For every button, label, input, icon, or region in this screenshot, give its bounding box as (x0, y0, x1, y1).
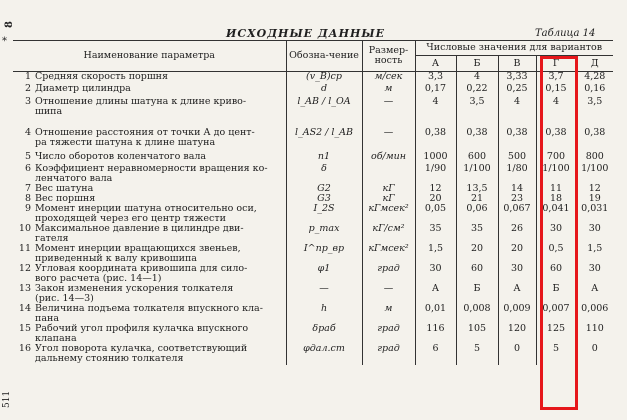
variant-value-text: 4 (552, 95, 560, 107)
table-row (13, 284, 613, 304)
variant-value (576, 128, 613, 152)
variant-value-text: 30 (588, 222, 601, 234)
row-number: 16 (18, 342, 31, 354)
variant-value-text: 600 (467, 150, 487, 162)
table-row (13, 324, 613, 344)
variant-value (576, 304, 613, 324)
table-row (13, 164, 613, 184)
variant-value (415, 224, 456, 244)
variant-value-text: 110 (585, 322, 604, 334)
param-name-line: Коэффициент неравномерности вращения ко- (35, 162, 268, 174)
header-values-group: Числовые значения для вариантов (415, 41, 613, 56)
variant-value (415, 264, 456, 284)
table-row (13, 224, 613, 244)
variant-value-text: 0,38 (545, 126, 567, 138)
param-symbol: h (286, 304, 362, 324)
param-name-line: клапана (35, 332, 77, 344)
footer-page-number: 511 (2, 390, 12, 408)
param-symbol: — (286, 284, 362, 304)
param-symbol: φдал.ст (286, 344, 362, 365)
variant-value-text: 0,06 (466, 202, 488, 214)
variant-value-text: 12 (429, 182, 442, 194)
row-number: 4 (24, 126, 31, 138)
variant-value-text: 20 (470, 242, 484, 254)
variant-value-text: 21 (470, 192, 484, 204)
param-name-line: Вес шатуна (35, 182, 94, 194)
variant-value-text: 4 (473, 71, 481, 82)
variant-value (415, 244, 456, 264)
variant-value (498, 284, 536, 304)
variant-value-text: 116 (426, 322, 445, 334)
variant-value (415, 97, 456, 128)
variant-value-text: 23 (510, 192, 524, 204)
table-row (13, 244, 613, 264)
param-symbol: n1 (286, 152, 362, 164)
variant-value-text: 4 (513, 95, 521, 107)
param-name-cell (13, 284, 286, 304)
variant-value-text: 3,3 (427, 71, 444, 82)
param-unit: м (362, 84, 415, 97)
param-name-line: ленчатого вала (35, 172, 113, 184)
param-symbol: l_AS2 / l_AB (286, 128, 362, 152)
variant-value (498, 244, 536, 264)
variant-value-text: 120 (507, 322, 527, 334)
param-name-line: Отношение расстояния от точки А до цент- (35, 126, 255, 138)
variant-value-text: Б (473, 282, 481, 294)
row-number: 3 (24, 95, 31, 107)
variant-value (498, 344, 536, 365)
param-symbol: l_AB / l_OA (286, 97, 362, 128)
variant-value-text: 0,15 (545, 82, 567, 94)
param-unit: град (362, 324, 415, 344)
header-variant-v: В (498, 56, 536, 72)
param-name-line: гателя (35, 232, 69, 244)
variant-value (498, 264, 536, 284)
param-name-line: Угловая координата кривошипа для сило- (35, 262, 248, 274)
variant-value (456, 224, 498, 244)
param-name-cell (13, 128, 286, 152)
variant-value (415, 164, 456, 184)
variant-value-text: 0 (513, 342, 521, 354)
variant-value-text: 0,38 (584, 126, 606, 138)
param-name-cell (13, 204, 286, 224)
variant-value (498, 304, 536, 324)
variant-value (415, 304, 456, 324)
variant-value-text: А (513, 282, 521, 294)
param-name-cell (13, 304, 286, 324)
page-number: 8 (4, 21, 15, 28)
table-row (13, 97, 613, 128)
variant-value (498, 204, 536, 224)
variant-value-text: 18 (549, 192, 563, 204)
param-symbol: φ1 (286, 264, 362, 284)
table-row (13, 264, 613, 284)
variant-value-text: 0,006 (581, 302, 609, 314)
page-title: ИСХОДНЫЕ ДАННЫЕ (226, 27, 385, 40)
variant-value-text: 3,7 (548, 71, 564, 82)
variant-value-text: 1,5 (427, 242, 444, 254)
param-symbol: G3 (286, 194, 362, 204)
row-number: 14 (18, 302, 31, 314)
variant-value-text: 0,008 (463, 302, 491, 314)
variant-value (456, 304, 498, 324)
param-unit: — (362, 97, 415, 128)
source-data-table (13, 40, 613, 365)
variant-value-text: 800 (585, 150, 604, 162)
variant-value-text: 30 (549, 222, 563, 234)
variant-value-text: 3,5 (469, 95, 485, 107)
variant-value-text: 0 (591, 342, 598, 354)
param-name-cell (13, 264, 286, 284)
variant-value-text: 20 (510, 242, 524, 254)
highlight-column-g (540, 56, 578, 410)
variant-value (576, 284, 613, 304)
param-name-cell (13, 164, 286, 184)
variant-value (576, 164, 613, 184)
variant-value-text: 19 (588, 192, 601, 204)
param-name-line: Число оборотов коленчатого вала (35, 150, 207, 162)
param-unit: кГмсек² (362, 204, 415, 224)
row-number: 2 (24, 82, 31, 94)
row-number: 10 (18, 222, 31, 234)
variant-value-text: 60 (549, 262, 563, 274)
param-symbol: I_2S (286, 204, 362, 224)
table-body (13, 72, 613, 365)
variant-value-text: 1/100 (463, 162, 491, 174)
header-name: Наименование параметра (13, 41, 286, 72)
variant-value-text: 5 (473, 342, 481, 354)
param-name-line: Максимальное давление в цилиндре дви- (35, 222, 244, 234)
param-unit: об/мин (362, 152, 415, 164)
variant-value-text: 30 (429, 262, 442, 274)
param-name-line: вого расчета (рис. 14—1) (35, 272, 162, 284)
variant-value-text: 14 (510, 182, 524, 194)
variant-value-text: 12 (588, 182, 601, 194)
variant-value (576, 97, 613, 128)
variant-value-text: 30 (588, 262, 601, 274)
param-unit: кГ (362, 184, 415, 194)
param-unit (362, 164, 415, 184)
param-name-line: Момент инерции шатуна относительно оси, (35, 202, 257, 214)
variant-value (415, 324, 456, 344)
variant-value (415, 128, 456, 152)
param-symbol: I^пр_вр (286, 244, 362, 264)
header-unit: Размер-ность (362, 41, 415, 72)
param-name-line: Рабочий угол профиля кулачка впускного (35, 322, 249, 334)
variant-value-text: 35 (470, 222, 484, 234)
variant-value-text: 4,28 (584, 71, 606, 82)
param-name-line: приведенный к валу кривошипа (35, 252, 197, 264)
variant-value-text: 0,16 (584, 82, 606, 94)
param-name-line: Закон изменения ускорения толкателя (35, 282, 234, 294)
param-symbol: δраб (286, 324, 362, 344)
param-unit: м (362, 304, 415, 324)
variant-value-text: 0,007 (542, 302, 570, 314)
row-number: 5 (24, 150, 31, 162)
variant-value-text: 0,38 (506, 126, 528, 138)
variant-value (576, 324, 613, 344)
variant-value-text: 11 (549, 182, 563, 194)
variant-value-text: 0,01 (424, 302, 447, 314)
param-name-line: ра тяжести шатуна к длине шатуна (35, 136, 216, 148)
param-name-cell (13, 97, 286, 128)
header-variant-b: Б (456, 56, 498, 72)
variant-value-text: 4 (432, 95, 439, 107)
param-symbol: p_max (286, 224, 362, 244)
param-name-line: Отношение длины шатуна к длине криво- (35, 95, 247, 107)
param-name-line: Средняя скорость поршня (35, 71, 168, 82)
variant-value (498, 128, 536, 152)
variant-value (576, 344, 613, 365)
variant-value-text: 35 (429, 222, 442, 234)
variant-value (456, 244, 498, 264)
variant-value (456, 164, 498, 184)
param-unit: кГ/см² (362, 224, 415, 244)
variant-value-text: 1000 (423, 150, 448, 162)
table-label: Таблица 14 (535, 28, 596, 39)
variant-value (456, 264, 498, 284)
variant-value-text: 0,009 (503, 302, 531, 314)
param-symbol: G2 (286, 184, 362, 194)
variant-value-text: 105 (467, 322, 487, 334)
variant-value (576, 204, 613, 224)
row-number: 15 (18, 322, 31, 334)
variant-value-text: 3,33 (506, 71, 528, 82)
variant-value-text: 0,067 (503, 202, 531, 214)
table-row (13, 128, 613, 152)
param-name-line: (рис. 14—3) (35, 292, 94, 304)
param-unit: м/сек (362, 72, 415, 84)
param-name-cell (13, 324, 286, 344)
variant-value-text: 0,5 (548, 242, 564, 254)
variant-value (415, 204, 456, 224)
variant-value-text: 0,031 (581, 202, 609, 214)
variant-value (456, 284, 498, 304)
param-name-line: Вес поршня (35, 192, 96, 204)
variant-value-text: 5 (552, 342, 560, 354)
variant-value-text: 0,25 (506, 82, 528, 94)
variant-value-text: 500 (507, 150, 527, 162)
variant-value (576, 244, 613, 264)
header-variant-a: А (415, 56, 456, 72)
row-number: 13 (18, 282, 31, 294)
row-number: 12 (18, 262, 31, 274)
row-number: 7 (24, 182, 31, 194)
variant-value-text: 30 (510, 262, 524, 274)
table-row (13, 344, 613, 365)
variant-value (456, 324, 498, 344)
param-unit: — (362, 128, 415, 152)
header-symbol: Обозна-чение (286, 41, 362, 72)
variant-value (415, 284, 456, 304)
param-unit: град (362, 264, 415, 284)
param-unit: — (362, 284, 415, 304)
param-unit: кГ (362, 194, 415, 204)
param-name-line: Величина подъема толкателя впускного кла- (35, 302, 263, 314)
star-mark: * (2, 36, 7, 47)
variant-value-text: 1/90 (424, 162, 447, 174)
param-name-line: проходящей через его центр тяжести (35, 212, 226, 224)
variant-value-text: 60 (470, 262, 484, 274)
variant-value (498, 224, 536, 244)
variant-value-text: 1/100 (581, 162, 609, 174)
variant-value-text: 1,5 (587, 242, 603, 254)
variant-value-text: 1/80 (506, 162, 528, 174)
param-symbol: (v_B)ср (286, 72, 362, 84)
header-variant-g: Г (536, 56, 576, 72)
variant-value (576, 264, 613, 284)
param-name-cell (13, 224, 286, 244)
param-name-cell (13, 344, 286, 365)
variant-value-text: 0,041 (542, 202, 570, 214)
variant-value (456, 128, 498, 152)
variant-value-text: 700 (546, 150, 566, 162)
variant-value (498, 97, 536, 128)
variant-value-text: 0,05 (424, 202, 447, 214)
row-number: 9 (24, 202, 31, 214)
variant-value (456, 97, 498, 128)
param-name-cell (13, 244, 286, 264)
table-row (13, 304, 613, 324)
variant-value-text: 20 (429, 192, 442, 204)
param-name-line: дальнему стоянию толкателя (35, 352, 184, 364)
variant-value-text: 0,17 (424, 82, 447, 94)
variant-value (576, 224, 613, 244)
variant-value (456, 204, 498, 224)
table-row (13, 204, 613, 224)
variant-value-text: 6 (432, 342, 439, 354)
variant-value-text: Б (552, 282, 560, 294)
variant-value-text: 0,38 (424, 126, 447, 138)
variant-value-text: А (431, 282, 440, 294)
variant-value (498, 164, 536, 184)
param-symbol: δ (286, 164, 362, 184)
variant-value (415, 344, 456, 365)
row-number: 6 (24, 162, 31, 174)
row-number: 1 (24, 71, 31, 82)
variant-value (498, 324, 536, 344)
param-name-line: шипа (35, 105, 63, 117)
variant-value-text: 1/100 (542, 162, 570, 174)
row-number: 11 (18, 242, 31, 254)
variant-value-text: 0,38 (466, 126, 488, 138)
param-unit: кГмсек² (362, 244, 415, 264)
variant-value-text: 13,5 (466, 182, 488, 194)
variant-value-text: 3,5 (587, 95, 603, 107)
param-name-line: Момент инерции вращающихся звеньев, (35, 242, 241, 254)
variant-value-text: А (591, 282, 599, 294)
param-unit: град (362, 344, 415, 365)
param-name-line: Диаметр цилиндра (35, 82, 131, 94)
header-variant-d: Д (576, 56, 613, 72)
variant-value (456, 344, 498, 365)
param-name-line: пана (35, 312, 59, 324)
variant-value-text: 125 (546, 322, 566, 334)
row-number: 8 (24, 192, 31, 204)
param-symbol: d (286, 84, 362, 97)
variant-value-text: 26 (510, 222, 524, 234)
variant-value-text: 0,22 (466, 82, 488, 94)
param-name-line: Угол поворота кулачка, соответствующий (35, 342, 248, 354)
